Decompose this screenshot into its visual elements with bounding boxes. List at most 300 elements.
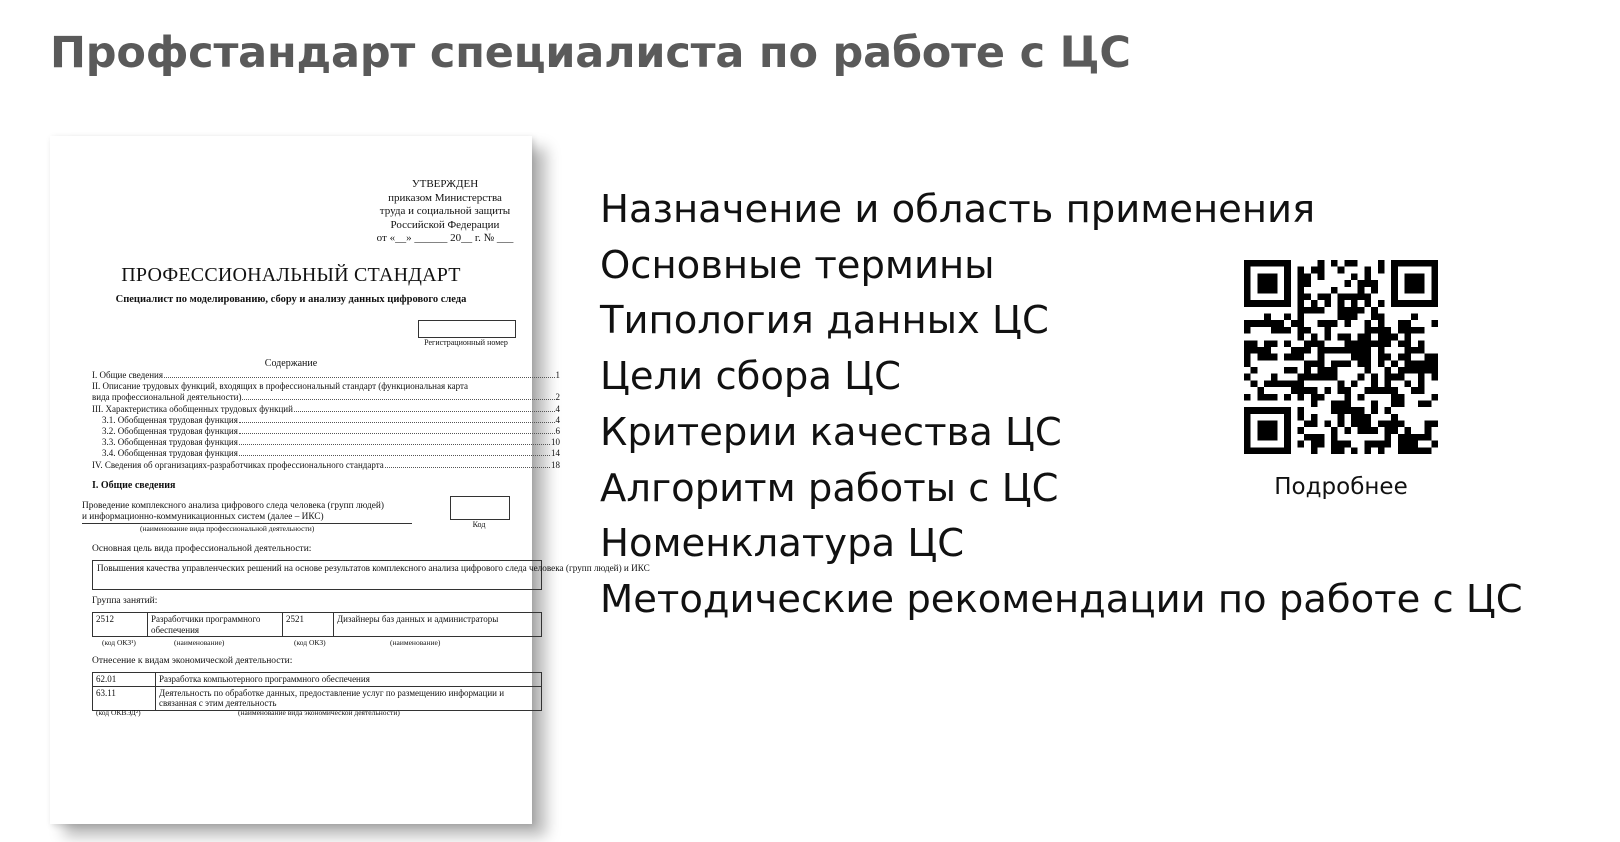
toc-leader — [164, 377, 555, 378]
qr-module — [1384, 421, 1391, 428]
qr-module — [1405, 334, 1412, 341]
qr-module — [1271, 394, 1278, 401]
qr-module — [1318, 347, 1325, 354]
qr-module — [1338, 421, 1345, 428]
toc-entry-text: 3.2. Обобщенная трудовая функция — [102, 426, 238, 437]
qr-module — [1378, 300, 1385, 307]
group-note: (код ОКЗ) — [294, 638, 326, 647]
qr-module — [1311, 400, 1318, 407]
qr-module — [1304, 347, 1311, 354]
qr-module — [1431, 367, 1438, 374]
toc-entry-text: III. Характеристика обобщенных трудовых функций — [92, 403, 293, 414]
goal-text: Повышения качества управленческих решений на основе результатов комплексного анализа цифрового следа человека (групп людей) и ИКС — [92, 560, 542, 590]
table-cell: Разработка компьютерного программного обеспечения — [156, 673, 542, 687]
qr-module — [1311, 414, 1318, 421]
qr-module — [1371, 327, 1378, 334]
topic-item: Основные термины — [600, 242, 995, 288]
topic-item: Алгоритм работы с ЦС — [600, 465, 1059, 511]
toc-entry-page: 1 — [555, 370, 560, 380]
qr-module — [1298, 320, 1305, 327]
qr-module — [1298, 300, 1305, 307]
qr-module — [1378, 340, 1385, 347]
qr-module — [1364, 427, 1371, 434]
qr-module — [1264, 354, 1271, 361]
qr-code[interactable] — [1244, 260, 1438, 454]
qr-module — [1311, 340, 1318, 347]
qr-module — [1378, 421, 1385, 428]
qr-module — [1271, 421, 1278, 428]
qr-module — [1351, 421, 1358, 428]
qr-module — [1391, 293, 1398, 300]
qr-module — [1298, 280, 1305, 287]
qr-module — [1398, 400, 1405, 407]
qr-module — [1398, 394, 1405, 401]
qr-module — [1398, 374, 1405, 381]
qr-module — [1418, 327, 1425, 334]
qr-module — [1364, 387, 1371, 394]
qr-module — [1257, 260, 1264, 267]
approval-line: УТВЕРЖДЕН — [411, 178, 479, 190]
qr-module — [1324, 327, 1331, 334]
qr-module — [1277, 447, 1284, 454]
qr-module — [1371, 427, 1378, 434]
qr-module — [1318, 273, 1325, 280]
qr-module — [1304, 387, 1311, 394]
qr-module — [1338, 387, 1345, 394]
qr-module — [1391, 427, 1398, 434]
qr-module — [1405, 434, 1412, 441]
toc-leader — [239, 422, 555, 423]
qr-module — [1411, 447, 1418, 454]
qr-module — [1371, 374, 1378, 381]
table-row — [93, 673, 542, 687]
qr-module — [1391, 300, 1398, 307]
qr-module — [1331, 441, 1338, 448]
qr-module — [1277, 407, 1284, 414]
qr-module — [1431, 280, 1438, 287]
qr-module — [1405, 360, 1412, 367]
qr-module — [1371, 380, 1378, 387]
qr-module — [1425, 421, 1432, 428]
toc-entry — [92, 392, 560, 403]
qr-module — [1338, 334, 1345, 341]
qr-module — [1391, 267, 1398, 274]
qr-module — [1257, 427, 1264, 434]
toc-entry — [92, 404, 560, 415]
registration-box — [418, 320, 516, 338]
qr-module — [1378, 334, 1385, 341]
qr-module — [1284, 367, 1291, 374]
qr-module — [1311, 267, 1318, 274]
qr-module — [1284, 327, 1291, 334]
qr-module — [1411, 314, 1418, 321]
qr-module — [1425, 434, 1432, 441]
qr-module — [1251, 447, 1258, 454]
toc-entry — [92, 381, 560, 392]
qr-module — [1291, 387, 1298, 394]
group-heading: Группа занятий: — [92, 596, 158, 606]
qr-module — [1324, 334, 1331, 341]
qr-module — [1271, 447, 1278, 454]
activity-area-line: Проведение комплексного анализа цифрового следа человека (групп людей) — [82, 501, 384, 511]
qr-module — [1398, 354, 1405, 361]
qr-module — [1364, 293, 1371, 300]
topic-item: Типология данных ЦС — [600, 298, 1049, 344]
qr-module — [1324, 421, 1331, 428]
qr-module — [1425, 260, 1432, 267]
qr-module — [1244, 394, 1251, 401]
qr-module — [1364, 327, 1371, 334]
qr-module — [1384, 380, 1391, 387]
qr-module — [1391, 287, 1398, 294]
qr-module — [1398, 447, 1405, 454]
qr-module — [1344, 280, 1351, 287]
qr-module — [1398, 421, 1405, 428]
qr-module — [1324, 387, 1331, 394]
qr-module — [1425, 354, 1432, 361]
qr-module — [1425, 360, 1432, 367]
qr-module — [1338, 360, 1345, 367]
qr-module — [1344, 347, 1351, 354]
toc-entry-page: 14 — [551, 448, 560, 459]
qr-module — [1244, 300, 1251, 307]
qr-module — [1304, 421, 1311, 428]
qr-module — [1431, 320, 1438, 327]
qr-module — [1271, 380, 1278, 387]
qr-module — [1298, 380, 1305, 387]
qr-module — [1271, 287, 1278, 294]
qr-module — [1378, 360, 1385, 367]
qr-module — [1318, 374, 1325, 381]
qr-module — [1431, 267, 1438, 274]
qr-module — [1384, 434, 1391, 441]
toc-leader — [239, 455, 550, 456]
qr-module — [1277, 320, 1284, 327]
qr-module — [1257, 320, 1264, 327]
qr-module — [1251, 367, 1258, 374]
qr-module — [1411, 273, 1418, 280]
qr-module — [1378, 267, 1385, 274]
qr-module — [1344, 441, 1351, 448]
qr-module — [1358, 360, 1365, 367]
toc-leader — [294, 411, 555, 412]
qr-module — [1431, 287, 1438, 294]
qr-module — [1304, 307, 1311, 314]
qr-module — [1405, 340, 1412, 347]
qr-module — [1384, 340, 1391, 347]
qr-module — [1257, 447, 1264, 454]
qr-module — [1251, 300, 1258, 307]
qr-module — [1371, 287, 1378, 294]
qr-module — [1364, 334, 1371, 341]
toc-leader — [242, 399, 554, 400]
qr-module — [1291, 354, 1298, 361]
qr-module — [1358, 340, 1365, 347]
qr-module — [1418, 347, 1425, 354]
qr-module — [1264, 427, 1271, 434]
qr-module — [1384, 441, 1391, 448]
qr-module — [1411, 327, 1418, 334]
table-cell: 63.11 — [93, 686, 156, 710]
qr-module — [1338, 414, 1345, 421]
qr-module — [1298, 414, 1305, 421]
qr-module — [1264, 380, 1271, 387]
topic-item: Номенклатура ЦС — [600, 521, 965, 567]
qr-module — [1271, 260, 1278, 267]
qr-module — [1411, 287, 1418, 294]
qr-module — [1338, 300, 1345, 307]
qr-module — [1318, 260, 1325, 267]
qr-module — [1344, 407, 1351, 414]
qr-module — [1244, 347, 1251, 354]
qr-module — [1351, 260, 1358, 267]
activity-area-line: и информационно-коммуникационных систем (далее – ИКС) — [82, 512, 324, 522]
qr-module — [1331, 374, 1338, 381]
qr-module — [1298, 334, 1305, 341]
qr-module — [1244, 427, 1251, 434]
qr-module — [1371, 407, 1378, 414]
qr-module — [1391, 334, 1398, 341]
qr-module — [1391, 387, 1398, 394]
qr-module — [1244, 340, 1251, 347]
qr-module — [1324, 374, 1331, 381]
qr-module — [1257, 387, 1264, 394]
qr-module — [1344, 400, 1351, 407]
qr-module — [1298, 347, 1305, 354]
qr-module — [1298, 394, 1305, 401]
qr-module — [1271, 407, 1278, 414]
qr-module — [1405, 354, 1412, 361]
qr-module — [1391, 400, 1398, 407]
qr-module — [1264, 447, 1271, 454]
qr-module — [1431, 293, 1438, 300]
qr-module — [1311, 374, 1318, 381]
qr-module — [1264, 421, 1271, 428]
qr-module — [1344, 260, 1351, 267]
qr-module — [1398, 320, 1405, 327]
toc-entry — [92, 437, 560, 448]
qr-module — [1251, 260, 1258, 267]
qr-module — [1264, 280, 1271, 287]
qr-module — [1284, 260, 1291, 267]
qr-module — [1378, 441, 1385, 448]
qr-module — [1418, 280, 1425, 287]
qr-module — [1244, 374, 1251, 381]
qr-module — [1244, 354, 1251, 361]
toc-entry-text: IV. Сведения об организациях-разработчиках профессионального стандарта — [92, 459, 384, 470]
qr-module — [1318, 441, 1325, 448]
qr-module — [1271, 273, 1278, 280]
qr-module — [1391, 421, 1398, 428]
qr-module — [1244, 273, 1251, 280]
qr-module — [1304, 434, 1311, 441]
occupation-group-table — [92, 612, 542, 637]
code-label: Код — [472, 520, 486, 529]
qr-module — [1425, 300, 1432, 307]
qr-module — [1298, 374, 1305, 381]
qr-module — [1398, 327, 1405, 334]
qr-module — [1391, 360, 1398, 367]
qr-module — [1304, 280, 1311, 287]
qr-module — [1257, 354, 1264, 361]
qr-module — [1251, 340, 1258, 347]
qr-module — [1338, 293, 1345, 300]
qr-module — [1318, 320, 1325, 327]
qr-module — [1331, 447, 1338, 454]
qr-module — [1411, 347, 1418, 354]
qr-module — [1311, 394, 1318, 401]
qr-module — [1264, 394, 1271, 401]
qr-module — [1271, 427, 1278, 434]
qr-module — [1298, 293, 1305, 300]
qr-module — [1324, 300, 1331, 307]
qr-module — [1331, 287, 1338, 294]
qr-module — [1284, 273, 1291, 280]
qr-module — [1311, 307, 1318, 314]
qr-module — [1405, 447, 1412, 454]
qr-module — [1244, 441, 1251, 448]
qr-module — [1344, 427, 1351, 434]
qr-module — [1244, 293, 1251, 300]
qr-module — [1371, 441, 1378, 448]
qr-module — [1364, 354, 1371, 361]
qr-module — [1284, 434, 1291, 441]
qr-module — [1358, 354, 1365, 361]
qr-module — [1344, 360, 1351, 367]
qr-module — [1331, 347, 1338, 354]
qr-module — [1284, 267, 1291, 274]
qr-module — [1351, 407, 1358, 414]
qr-module — [1284, 427, 1291, 434]
qr-module — [1371, 314, 1378, 321]
qr-module — [1338, 400, 1345, 407]
qr-module — [1338, 314, 1345, 321]
qr-module — [1418, 374, 1425, 381]
okved-note: (наименование вида экономической деятельности) — [238, 708, 400, 717]
qr-module — [1364, 347, 1371, 354]
qr-module — [1405, 441, 1412, 448]
qr-module — [1277, 300, 1284, 307]
qr-module — [1318, 293, 1325, 300]
qr-module — [1277, 327, 1284, 334]
qr-module — [1418, 380, 1425, 387]
qr-module — [1351, 293, 1358, 300]
qr-module — [1364, 280, 1371, 287]
qr-module — [1378, 447, 1385, 454]
qr-module — [1358, 427, 1365, 434]
qr-module — [1364, 367, 1371, 374]
table-row — [93, 686, 542, 710]
qr-module — [1244, 287, 1251, 294]
qr-module — [1257, 287, 1264, 294]
qr-module — [1338, 380, 1345, 387]
qr-module — [1405, 380, 1412, 387]
table-cell: Разработчики программного обеспечения — [148, 613, 283, 637]
table-cell: Дизайнеры баз данных и администраторы — [334, 613, 542, 637]
qr-module — [1411, 367, 1418, 374]
qr-module — [1251, 380, 1258, 387]
toc-entry-text: вида профессиональной деятельности) — [92, 392, 242, 403]
qr-module — [1411, 260, 1418, 267]
qr-module — [1378, 320, 1385, 327]
qr-module — [1418, 447, 1425, 454]
approval-line: труда и социальной защиты — [379, 205, 511, 217]
qr-module — [1425, 447, 1432, 454]
qr-module — [1358, 421, 1365, 428]
qr-module — [1304, 367, 1311, 374]
qr-module — [1244, 280, 1251, 287]
qr-module — [1318, 434, 1325, 441]
qr-module — [1405, 273, 1412, 280]
qr-module — [1398, 260, 1405, 267]
standard-document-preview — [50, 136, 650, 824]
qr-module — [1264, 320, 1271, 327]
qr-module — [1338, 407, 1345, 414]
qr-module — [1338, 441, 1345, 448]
qr-module — [1411, 387, 1418, 394]
qr-module — [1298, 441, 1305, 448]
qr-module — [1264, 340, 1271, 347]
qr-module — [1338, 307, 1345, 314]
qr-module — [1405, 300, 1412, 307]
qr-module — [1411, 360, 1418, 367]
toc-entry — [92, 460, 560, 471]
qr-module — [1251, 347, 1258, 354]
toc-entry-text: II. Описание трудовых функций, входящих в профессиональный стандарт (функциональная карта — [92, 381, 469, 392]
qr-module — [1344, 394, 1351, 401]
qr-module — [1398, 340, 1405, 347]
qr-module — [1324, 320, 1331, 327]
toc-entry-page: 4 — [555, 414, 560, 425]
document-subtitle: Специалист по моделированию, сбору и анализу данных цифрового следа — [115, 294, 467, 305]
qr-module — [1418, 400, 1425, 407]
toc-entry — [92, 370, 560, 381]
qr-module — [1251, 407, 1258, 414]
qr-module — [1311, 447, 1318, 454]
qr-module — [1298, 354, 1305, 361]
qr-module — [1244, 327, 1251, 334]
qr-module — [1364, 320, 1371, 327]
qr-module — [1378, 354, 1385, 361]
qr-module — [1331, 260, 1338, 267]
qr-module — [1311, 434, 1318, 441]
table-cell: 62.01 — [93, 673, 156, 687]
qr-module — [1405, 320, 1412, 327]
contents-heading: Содержание — [264, 358, 318, 369]
qr-module — [1358, 407, 1365, 414]
qr-module — [1358, 374, 1365, 381]
group-note: (код ОКЗ¹) — [102, 638, 136, 647]
qr-module — [1324, 347, 1331, 354]
qr-module — [1298, 307, 1305, 314]
qr-module — [1257, 280, 1264, 287]
table-cell: Деятельность по обработке данных, предоставление услуг по размещению информации и связанная с этим деятельность — [156, 686, 542, 710]
qr-module — [1264, 287, 1271, 294]
code-box — [450, 496, 510, 520]
qr-module — [1284, 314, 1291, 321]
qr-module — [1431, 260, 1438, 267]
qr-module — [1431, 374, 1438, 381]
qr-module — [1324, 293, 1331, 300]
qr-module — [1284, 394, 1291, 401]
qr-module — [1257, 273, 1264, 280]
qr-module — [1298, 267, 1305, 274]
qr-module — [1271, 280, 1278, 287]
qr-module — [1284, 441, 1291, 448]
qr-module — [1371, 340, 1378, 347]
qr-module — [1398, 300, 1405, 307]
qr-module — [1378, 387, 1385, 394]
